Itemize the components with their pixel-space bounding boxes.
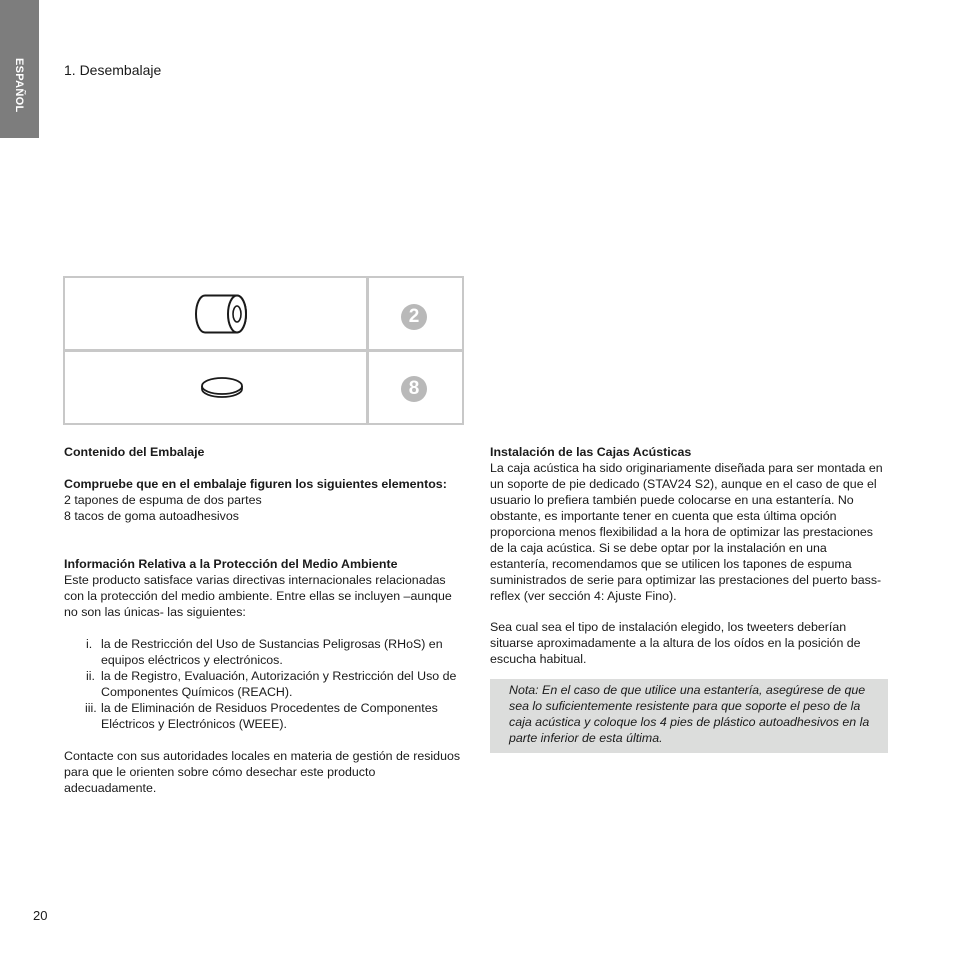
check-heading: Compruebe que en el embalaje figuren los siguientes elementos: xyxy=(64,477,447,491)
contents-item: 8 tacos de goma autoadhesivos xyxy=(64,509,239,523)
package-contents-grid xyxy=(63,276,464,425)
installation-paragraph: Sea cual sea el tipo de instalación elegido, los tweeters deberían situarse aproximadamente a la altura de los oídos en la posición de escucha habitual. xyxy=(490,620,861,666)
installation-heading: Instalación de las Cajas Acústicas xyxy=(490,445,692,459)
left-column xyxy=(64,444,464,796)
page-number: 20 xyxy=(33,908,48,923)
environment-intro: Este producto satisface varias directivas internacionales relacionadas con la protección del medio ambiente. Entre ellas se incluyen –aunque no son las únicas- las siguientes: xyxy=(64,573,452,619)
language-tab xyxy=(0,0,39,138)
language-label: ESPAÑOL xyxy=(13,58,25,113)
contents-item: 2 tapones de espuma de dos partes xyxy=(64,493,262,507)
note-text: Nota: En el caso de que utilice una estantería, asegúrese de que sea lo suficientemente resistente para que soporte el peso de la caja acústica y coloque los 4 pies de plástico autoadhesivos en la parte inferior de esta última. xyxy=(509,683,870,745)
section-title: 1. Desembalaje xyxy=(64,62,162,78)
environment-heading: Información Relativa a la Protección del Medio Ambiente xyxy=(64,557,398,571)
rubber-foot-icon xyxy=(199,376,245,400)
directives-list xyxy=(64,636,464,732)
installation-paragraph: La caja acústica ha sido originariamente diseñada para ser montada en un soporte de pie dedicado (STAV24 S2), aunque en el caso de que el usuario lo prefiera también puede colocarse en una estantería. No obstante, es importante tener en cuenta que esta última opción proporciona menos flexibilidad a la hora de optimizar las prestaciones de la caja acústica. Si se debe optar por la instalación en una estantería, recomendamos que se utilicen los tapones de espuma suministrados de serie para optimizar las prestaciones del puerto bass-reflex (ver sección 4: Ajuste Fino). xyxy=(490,461,883,603)
foam-bung-icon xyxy=(195,294,253,334)
grid-divider-horizontal xyxy=(65,349,462,352)
foot-quantity-badge: 8 xyxy=(401,376,427,402)
list-item: ii. la de Registro, Evaluación, Autorización y Restricción del Uso de Componentes Químicos (REACH). xyxy=(86,669,457,699)
list-item: iii. la de Eliminación de Residuos Procedentes de Componentes Eléctricos y Electrónicos (WEEE). xyxy=(85,701,438,731)
package-contents-heading: Contenido del Embalaje xyxy=(64,445,205,459)
list-item: i. la de Restricción del Uso de Sustancias Peligrosas (RHoS) en equipos eléctricos y electrónicos. xyxy=(86,637,443,667)
right-column xyxy=(490,444,888,667)
note-box xyxy=(490,679,888,753)
bung-quantity-badge: 2 xyxy=(401,304,427,330)
disposal-contact-text: Contacte con sus autoridades locales en materia de gestión de residuos para que le orienten sobre cómo desechar este producto adecuadamente. xyxy=(64,749,461,795)
